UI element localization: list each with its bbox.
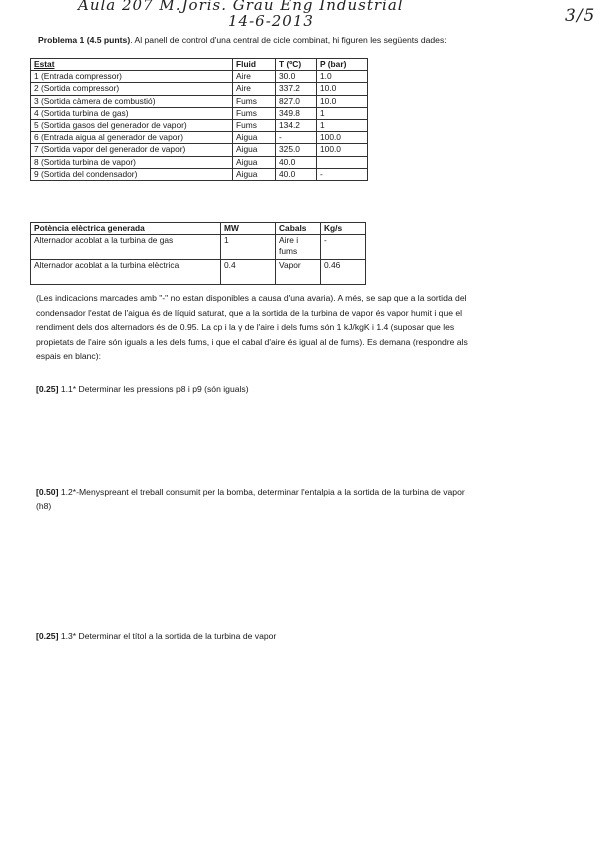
power-table — [30, 222, 366, 285]
table-cell: 337.2 — [276, 83, 317, 95]
table-cell: 6 (Entrada aigua al generador de vapor) — [31, 132, 233, 144]
table-cell: 4 (Sortida turbina de gas) — [31, 107, 233, 119]
table-cell: Alternador acoblat a la turbina de gas — [31, 235, 221, 260]
table-row — [31, 260, 366, 285]
table-cell: 1 — [317, 119, 368, 131]
table-cell: 9 (Sortida del condensador) — [31, 168, 233, 180]
table-cell: Aire — [233, 71, 276, 83]
table-cell: 10.0 — [317, 95, 368, 107]
table-cell: Fums — [233, 107, 276, 119]
table-cell: Aigua — [233, 132, 276, 144]
question-number: 1.1* — [60, 384, 77, 394]
table-cell: Aigua — [233, 156, 276, 168]
table-cell: 8 (Sortida turbina de vapor) — [31, 156, 233, 168]
table-cell: 827.0 — [276, 95, 317, 107]
table-cell: 1 (Entrada compressor) — [31, 71, 233, 83]
table-row — [31, 83, 368, 95]
paragraph-line: espais en blanc): — [36, 351, 101, 362]
table-cell: 10.0 — [317, 83, 368, 95]
header-cell: Cabals — [276, 223, 321, 235]
question-text: -Menyspreant el treball consumit per la bomba, determinar l'entalpia a la sortida de la turbina de vapor — [76, 487, 465, 497]
table-cell: 1.0 — [317, 71, 368, 83]
problem-title: Problema 1 — [38, 35, 85, 45]
table-cell: 2 (Sortida compressor) — [31, 83, 233, 95]
table-row — [31, 119, 368, 131]
handwritten-header: Aula 207 M.Joris. Grau Eng Industrial — [78, 0, 404, 14]
table-cell: - — [321, 235, 366, 260]
table-cell: Fums — [233, 95, 276, 107]
table-cell: 40.0 — [276, 156, 317, 168]
header-cell: T (ºC) — [276, 59, 317, 71]
problem-points: (4.5 punts) — [86, 35, 131, 45]
table-cell: Aire — [233, 83, 276, 95]
table-cell: 3 (Sortida càmera de combustió) — [31, 95, 233, 107]
table-cell: 5 (Sortida gasos del generador de vapor) — [31, 119, 233, 131]
question-points: [0.50] — [36, 487, 59, 497]
table-cell: 134.2 — [276, 119, 317, 131]
paragraph-line: propietats de l'aire són iguals a les dels fums, i que el cabal d'aire és igual al de fums). Es demana (respondre als — [36, 336, 468, 347]
table-row — [31, 144, 368, 156]
states-table — [30, 58, 368, 181]
question-text: Determinar el títol a la sortida de la turbina de vapor — [78, 631, 277, 641]
table-row — [31, 235, 366, 260]
problem-description — [36, 291, 596, 364]
page-mark: 3/5 — [565, 6, 596, 26]
table-cell: Vapor — [276, 260, 321, 285]
problem-heading — [38, 34, 447, 46]
table-header-row — [31, 59, 368, 71]
table-row — [31, 132, 368, 144]
table-row — [31, 107, 368, 119]
header-cell: MW — [221, 223, 276, 235]
question-1-3 — [36, 631, 276, 641]
question-1-1 — [36, 384, 249, 394]
table-cell: 100.0 — [317, 132, 368, 144]
question-points: [0.25] — [36, 384, 59, 394]
question-points: [0.25] — [36, 631, 59, 641]
question-number: 1.3* — [60, 631, 77, 641]
header-cell: Estat — [31, 59, 233, 71]
header-cell: Kg/s — [321, 223, 366, 235]
table-cell: 30.0 — [276, 71, 317, 83]
question-1-2 — [36, 487, 465, 511]
table-cell: 40.0 — [276, 168, 317, 180]
handwritten-date: 14-6-2013 — [228, 12, 314, 30]
table-cell: - — [276, 132, 317, 144]
table-cell: Aigua — [233, 168, 276, 180]
table-cell: 7 (Sortida vapor del generador de vapor) — [31, 144, 233, 156]
table-cell: 349.8 — [276, 107, 317, 119]
table-cell: 0.4 — [221, 260, 276, 285]
table-row — [31, 95, 368, 107]
table-row — [31, 168, 368, 180]
paragraph-line: (Les indicacions marcades amb "-" no estan disponibles a causa d'una avaria). A més, se sap que a la sortida del — [36, 293, 467, 303]
table-cell: Alternador acoblat a la turbina elèctrica — [31, 260, 221, 285]
table-cell: Fums — [233, 119, 276, 131]
header-cell: P (bar) — [317, 59, 368, 71]
table-cell: 1 — [221, 235, 276, 260]
paragraph-line: rendiment dels dos alternadors és de 0.95. La cp i la γ de l'aire i dels fums són 1 kJ/kgK i 1.4 (suposar que les — [36, 322, 455, 333]
table-cell: - — [317, 168, 368, 180]
header-cell: Fluid — [233, 59, 276, 71]
table-cell: Aire i fums — [276, 235, 321, 260]
table-cell: Aigua — [233, 144, 276, 156]
table-cell: 325.0 — [276, 144, 317, 156]
table-cell: 1 — [317, 107, 368, 119]
problem-intro: . Al panell de control d'una central de cicle combinat, hi figuren les següents dades: — [130, 35, 447, 45]
table-cell: 100.0 — [317, 144, 368, 156]
table-row — [31, 156, 368, 168]
table-header-row — [31, 223, 366, 235]
paragraph-line: condensador l'estat de l'aigua és de líquid saturat, que a la sortida de la turbina de vapor és vapor humit i que el — [36, 307, 463, 318]
question-number: 1.2* — [60, 487, 77, 497]
question-text: Determinar les pressions p8 i p9 (són iguals) — [78, 384, 249, 394]
table-cell — [317, 156, 368, 168]
header-cell: Potència elèctrica generada — [31, 223, 221, 235]
table-cell: 0.46 — [321, 260, 366, 285]
table-row — [31, 71, 368, 83]
question-text-continued: (h8) — [36, 501, 52, 511]
